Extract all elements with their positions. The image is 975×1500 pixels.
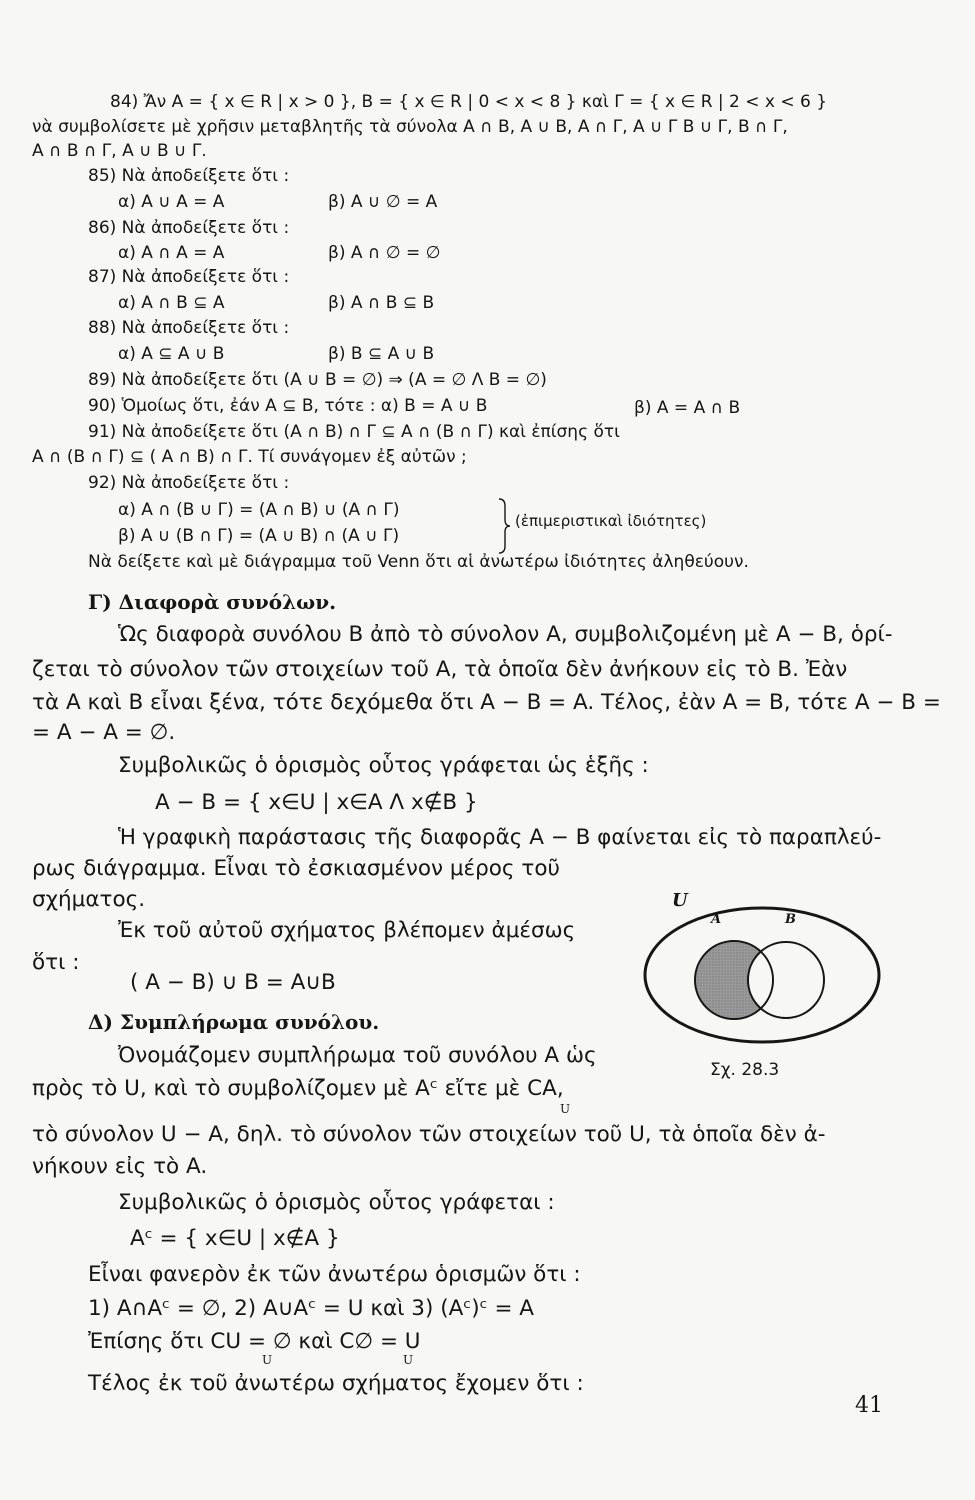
ex87-b: β) A ∩ B ⊆ B xyxy=(328,293,435,313)
section-g-p4-line1: Ἐκ τοῦ αὐτοῦ σχήματος βλέπομεν ἀμέσως xyxy=(118,918,576,943)
ex88-title: 88) Νὰ ἀποδείξετε ὅτι : xyxy=(88,318,290,338)
ex90-b: β) A = A ∩ B xyxy=(634,398,741,418)
venn-label-u: U xyxy=(672,890,688,911)
ex85-title: 85) Νὰ ἀποδείξετε ὅτι : xyxy=(88,166,290,186)
section-d-p1-line2: πρὸς τὸ U, καὶ τὸ συμβολίζομεν μὲ Aᶜ εἴτε μὲ CA, xyxy=(32,1076,564,1101)
complement-properties: 1) A∩Aᶜ = ∅, 2) A∪Aᶜ = U καὶ 3) (Aᶜ)ᶜ = A xyxy=(88,1296,534,1321)
right-brace xyxy=(497,498,511,554)
venn-diagram xyxy=(640,895,885,1050)
ex90-a: 90) Ὁμοίως ὅτι, ἐάν A ⊆ B, τότε : α) B = A ∪ B xyxy=(88,396,488,416)
ex87-title: 87) Νὰ ἀποδείξετε ὅτι : xyxy=(88,267,290,287)
section-d-last: Τέλος ἐκ τοῦ ἀνωτέρω σχήματος ἔχομεν ὅτι : xyxy=(88,1371,584,1396)
ex92-a: α) A ∩ (B ∪ Γ) = (A ∩ B) ∪ (A ∩ Γ) xyxy=(118,500,400,520)
ex86-b: β) A ∩ ∅ = ∅ xyxy=(328,243,441,263)
ex91-line1: 91) Νὰ ἀποδείξετε ὅτι (A ∩ B) ∩ Γ ⊆ A ∩ (B ∩ Γ) καὶ ἐπίσης ὅτι xyxy=(88,422,620,442)
figure-caption: Σχ. 28.3 xyxy=(710,1060,780,1080)
section-g-p1-line1: Ὡς διαφορὰ συνόλου B ἀπὸ τὸ σύνολον A, συμβολιζομένη μὲ A − B, ὁρί- xyxy=(118,622,893,647)
ex87-a: α) A ∩ B ⊆ A xyxy=(118,293,225,313)
complement-formula: Aᶜ = { x∈U | x∉A } xyxy=(130,1226,340,1251)
ex85-b: β) A ∪ ∅ = A xyxy=(328,192,438,212)
ex85-a: α) A ∪ A = A xyxy=(118,192,225,212)
ex92-b: β) A ∪ (B ∩ Γ) = (A ∪ B) ∩ (A ∪ Γ) xyxy=(118,526,400,546)
section-d-p2: Συμβολικῶς ὁ ὁρισμὸς οὗτος γράφεται : xyxy=(118,1190,555,1215)
section-d-p3: Εἶναι φανερὸν ἐκ τῶν ἀνωτέρω ὁρισμῶν ὅτι : xyxy=(88,1262,581,1287)
union-result: ( A − B) ∪ B = A∪B xyxy=(130,970,336,995)
ca-subscript: U xyxy=(560,1102,571,1116)
venn-label-a: A xyxy=(711,912,722,927)
ex89: 89) Νὰ ἀποδείξετε ὅτι (A ∪ B = ∅) ⇒ (A = ∅ Λ B = ∅) xyxy=(88,370,547,390)
ex88-a: α) A ⊆ A ∪ B xyxy=(118,344,225,364)
ex84-line3: A ∩ B ∩ Γ, A ∪ B ∪ Γ. xyxy=(32,141,207,161)
section-g-p4-line2: ὅτι : xyxy=(32,950,80,975)
section-g-p3-line3: σχήματος. xyxy=(32,887,146,912)
cempty-subscript: U xyxy=(403,1353,414,1367)
section-d-heading: Δ) Συμπλήρωμα συνόλου. xyxy=(88,1010,380,1034)
section-g-heading: Γ) Διαφορὰ συνόλων. xyxy=(88,590,337,614)
section-g-p1-line2: ζεται τὸ σύνολον τῶν στοιχείων τοῦ A, τὰ ὁποῖα δὲν ἀνήκουν εἰς τὸ B. Ἐὰν xyxy=(32,657,848,682)
ex92-note: (ἐπιμεριστικαὶ ἰδιότητες) xyxy=(515,512,707,530)
page-number: 41 xyxy=(855,1393,883,1418)
section-d-p1-line1: Ὀνομάζομεν συμπλήρωμα τοῦ συνόλου A ὡς xyxy=(118,1043,597,1068)
section-g-p2: Συμβολικῶς ὁ ὁρισμὸς οὗτος γράφεται ὡς ἑξῆς : xyxy=(118,753,649,778)
ex88-b: β) B ⊆ A ∪ B xyxy=(328,344,435,364)
section-g-p1-line3: τὰ A καὶ B εἶναι ξένα, τότε δεχόμεθα ὅτι A − B = A. Τέλος, ἐὰν A = B, τότε A − B = xyxy=(32,690,941,715)
section-d-p1-line4: νήκουν εἰς τὸ A. xyxy=(32,1154,208,1179)
ex86-a: α) A ∩ A = A xyxy=(118,243,225,263)
ex84-line2: νὰ συμβολίσετε μὲ χρῆσιν μεταβλητῆς τὰ σύνολα A ∩ B, A ∪ B, A ∩ Γ, A ∪ Γ B ∪ Γ, B ∩ Γ, xyxy=(32,117,788,137)
section-g-p3-line1: Ἡ γραφικὴ παράστασις τῆς διαφορᾶς A − B φαίνεται εἰς τὸ παραπλεύ- xyxy=(118,825,882,850)
ex84-line1: 84) Ἄν A = { x ∈ R | x > 0 }, B = { x ∈ R | 0 < x < 8 } καὶ Γ = { x ∈ R | 2 < x < 6 } xyxy=(110,92,828,112)
section-g-p3-line2: ρως διάγραμμα. Εἶναι τὸ ἐσκιασμένον μέρος τοῦ xyxy=(32,856,560,881)
complement-also: Ἐπίσης ὅτι CU = ∅ καὶ C∅ = U xyxy=(88,1329,421,1354)
difference-formula: A − B = { x∈U | x∈A Λ x∉B } xyxy=(155,790,478,815)
cu-subscript: U xyxy=(262,1353,273,1367)
venn-note: Νὰ δείξετε καὶ μὲ διάγραμμα τοῦ Venn ὅτι αἱ ἀνωτέρω ἰδιότητες ἀληθεύουν. xyxy=(88,552,749,572)
ex91-line2: A ∩ (B ∩ Γ) ⊆ ( A ∩ B) ∩ Γ. Τί συνάγομεν ἐξ αὐτῶν ; xyxy=(32,447,467,467)
ex86-title: 86) Νὰ ἀποδείξετε ὅτι : xyxy=(88,218,290,238)
ex92-title: 92) Νὰ ἀποδείξετε ὅτι : xyxy=(88,473,290,493)
section-d-p1-line3: τὸ σύνολον U − A, δηλ. τὸ σύνολον τῶν στοιχείων τοῦ U, τὰ ὁποῖα δὲν ἀ- xyxy=(32,1122,826,1147)
section-g-p1-line4: = A − A = ∅. xyxy=(32,720,176,745)
venn-label-b: B xyxy=(785,912,796,927)
